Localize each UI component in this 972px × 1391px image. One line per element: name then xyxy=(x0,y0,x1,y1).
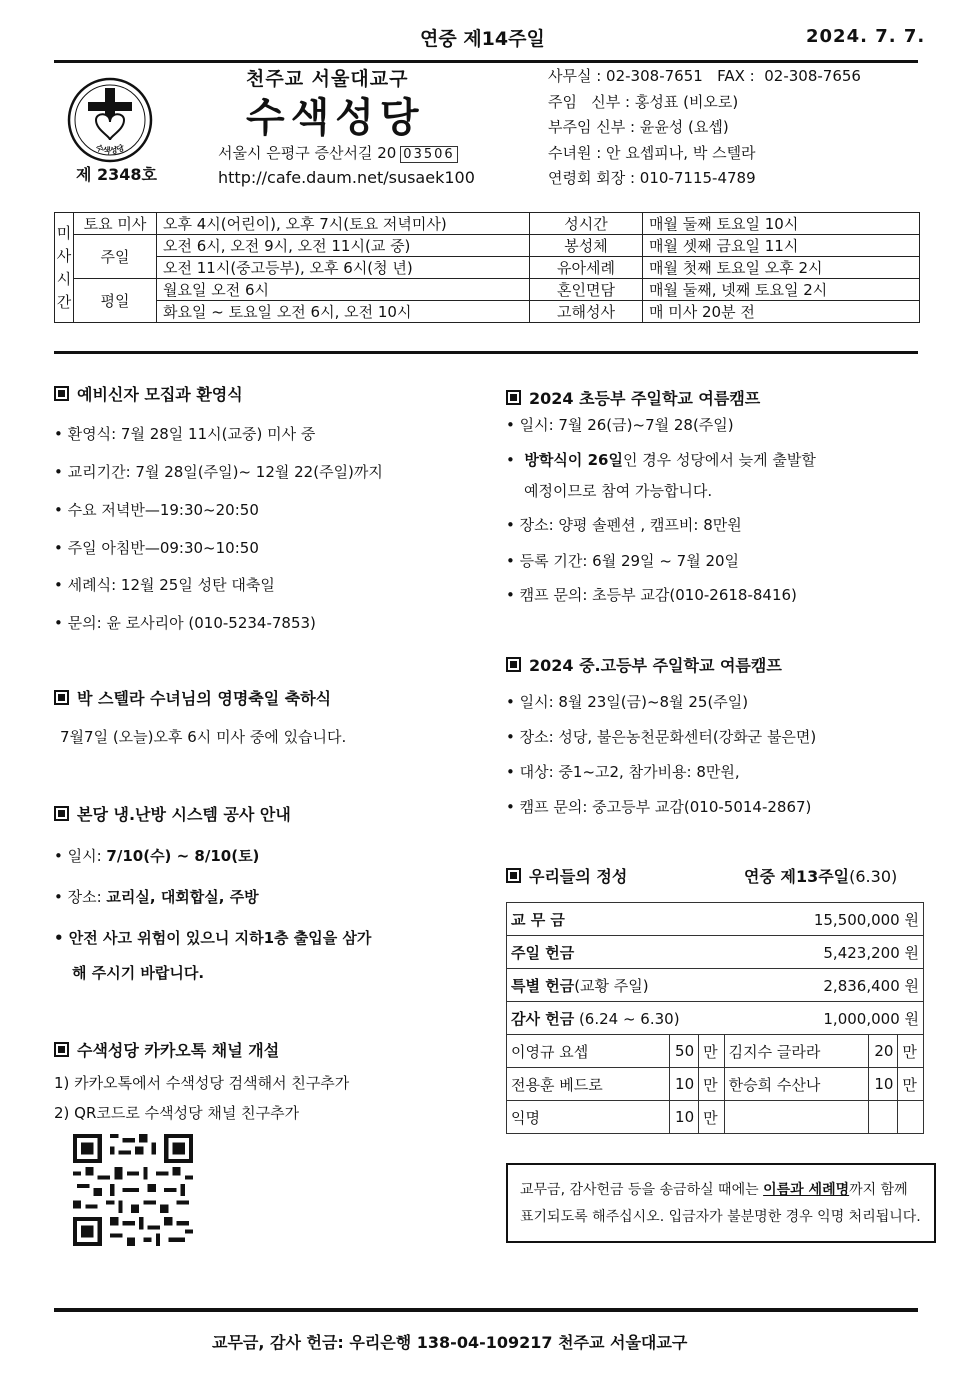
offering-amount: 15,500,000 원 xyxy=(724,903,923,936)
camp-place: • 장소: 성당, 불은농천문화센터(강화군 불은면) xyxy=(506,728,817,746)
camp-target: • 대상: 중1~고2, 참가비용: 8만원, xyxy=(506,763,740,781)
offering-amount: 2,836,400 원 xyxy=(724,969,923,1002)
header-divider xyxy=(54,60,918,63)
feast-title: 박 스텔라 수녀님의 영명축일 축하식 xyxy=(54,686,331,709)
schedule-time: 오후 4시(어린이), 오후 7시(토요 저녁미사) xyxy=(157,213,530,235)
qr-code-icon[interactable] xyxy=(72,1134,194,1246)
offering-row: 특별 헌금(교황 주일) 2,836,400 원 xyxy=(507,969,924,1002)
schedule-event: 성시간 xyxy=(530,213,643,235)
square-bullet-icon xyxy=(506,868,521,883)
list-item: • 세례식: 12월 25일 성탄 대축일 xyxy=(54,576,275,594)
list-item: • 교리기간: 7월 28일(주일)~ 12월 22(주일)까지 xyxy=(54,463,383,481)
donor-row: 이영규 요셉 50 만 김지수 글라라 20 만 xyxy=(507,1035,924,1068)
offering-row: 교 무 금 15,500,000 원 xyxy=(507,903,924,936)
schedule-when: 매월 셋째 금요일 11시 xyxy=(643,235,920,257)
mass-time-label: 미 사 시 간 xyxy=(55,213,74,323)
cafe-link[interactable]: http://cafe.daum.net/susaek100 xyxy=(218,168,475,187)
camp-notice-cont: 예정이므로 참여 가능합니다. xyxy=(524,482,713,500)
construction-place: • 장소: 교리실, 대회합실, 주방 xyxy=(54,888,259,906)
schedule-time: 화요일 ~ 토요일 오전 6시, 오전 10시 xyxy=(157,301,530,323)
secondary-camp-title: 2024 중.고등부 주일학교 여름캠프 xyxy=(506,653,782,676)
camp-contact: • 캠프 문의: 초등부 교감(010-2618-8416) xyxy=(506,586,797,604)
office-phone: 사무실 : 02-308-7651 FAX : 02-308-7656 xyxy=(548,67,861,85)
camp-contact: • 캠프 문의: 중고등부 교감(010-5014-2867) xyxy=(506,798,812,816)
diocese-name: 천주교 서울대교구 xyxy=(246,68,409,90)
offerings-week: 연중 제13주일(6.30) xyxy=(744,867,898,886)
square-bullet-icon xyxy=(506,657,521,672)
offering-row: 감사 헌금 (6.24 ~ 6.30) 1,000,000 원 xyxy=(507,1002,924,1035)
list-item: • 주일 아침반—09:30~10:50 xyxy=(54,539,259,557)
camp-register: • 등록 기간: 6월 29일 ~ 7월 20일 xyxy=(506,552,740,570)
assistant-pastor: 부주임 신부 : 윤윤성 (요셉) xyxy=(548,118,729,136)
donor-row: 전용훈 베드로 10 만 한승희 수산나 10 만 xyxy=(507,1068,924,1101)
list-item: • 수요 저녁반—19:30~20:50 xyxy=(54,501,259,519)
schedule-day: 토요 미사 xyxy=(74,213,157,235)
camp-place: • 장소: 양평 솔펜션 , 캠프비: 8만원 xyxy=(506,516,742,534)
offering-amount: 1,000,000 원 xyxy=(724,1002,923,1035)
square-bullet-icon xyxy=(506,390,521,405)
pastor: 주임 신부 : 홍성표 (비오로) xyxy=(548,92,739,111)
kakao-step: 2) QR코드로 수색성당 채널 친구추가 xyxy=(54,1104,300,1122)
offerings-title: 우리들의 정성 xyxy=(506,864,627,887)
schedule-day: 주일 xyxy=(74,235,157,279)
kakao-title: 수색성당 카카오톡 채널 개설 xyxy=(54,1038,279,1061)
schedule-event: 혼인면담 xyxy=(530,279,643,301)
issue-number: 제 2348호 xyxy=(76,165,158,184)
donor-row: 익명 10 만 xyxy=(507,1101,924,1134)
square-bullet-icon xyxy=(54,806,69,821)
construction-title: 본당 냉.난방 시스템 공사 안내 xyxy=(54,802,291,825)
construction-date: • 일시: 7/10(수) ~ 8/10(토) xyxy=(54,847,260,865)
catechumen-title: 예비신자 모집과 환영식 xyxy=(54,382,243,405)
feast-text: 7월7일 (오늘)오후 6시 미사 중에 있습니다. xyxy=(60,728,347,746)
schedule-event: 봉성체 xyxy=(530,235,643,257)
offerings-table xyxy=(506,902,924,1134)
church-address xyxy=(218,142,458,163)
camp-notice: • 방학식이 26일인 경우 성당에서 늦게 출발할 xyxy=(506,451,816,469)
schedule-event: 고해성사 xyxy=(530,301,643,323)
church-name: 수색성당 xyxy=(246,95,425,141)
remittance-note: 교무금, 감사헌금 등을 송금하실 때에는 이름과 세례명까지 함께 표기되도록 해주십시오. 입금자가 불분명한 경우 익명 처리됩니다. xyxy=(506,1163,936,1243)
square-bullet-icon xyxy=(54,690,69,705)
logo-text: 수색성당 xyxy=(94,143,126,156)
construction-warning: • 안전 사고 위험이 있으니 지하1층 출입을 삼가 xyxy=(54,929,372,947)
kakao-step: 1) 카카오톡에서 수색성당 검색해서 친구추가 xyxy=(54,1074,350,1092)
schedule-when: 매월 둘째 토요일 10시 xyxy=(643,213,920,235)
camp-date: • 일시: 7월 26(금)~7월 28(주일) xyxy=(506,416,734,434)
square-bullet-icon xyxy=(54,386,69,401)
schedule-time: 월요일 오전 6시 xyxy=(157,279,530,301)
schedule-when: 매월 둘째, 넷째 토요일 2시 xyxy=(643,279,920,301)
offering-amount: 5,423,200 원 xyxy=(724,936,923,969)
square-bullet-icon xyxy=(54,1042,69,1057)
postal-code: 03506 xyxy=(400,146,457,163)
schedule-event: 유아세례 xyxy=(530,257,643,279)
schedule-day: 평일 xyxy=(74,279,157,323)
funeral-society: 연령회 회장 : 010-7115-4789 xyxy=(548,169,756,187)
church-logo-icon xyxy=(66,76,154,164)
contact-info xyxy=(548,64,861,192)
footer-bank-account: 교무금, 감사 헌금: 우리은행 138-04-109217 천주교 서울대교구 xyxy=(212,1333,688,1352)
footer-divider xyxy=(54,1308,918,1312)
mass-schedule-table xyxy=(54,212,920,323)
construction-warning-cont: 해 주시기 바랍니다. xyxy=(72,964,205,982)
camp-date: • 일시: 8월 23일(금)~8월 25(주일) xyxy=(506,693,749,711)
list-item: • 문의: 윤 로사리아 (010-5234-7853) xyxy=(54,614,316,632)
schedule-when: 매 미사 20분 전 xyxy=(643,301,920,323)
schedule-divider xyxy=(54,351,918,354)
address-text: 서울시 은평구 증산서길 20 xyxy=(218,144,397,162)
schedule-time: 오전 11시(중고등부), 오후 6시(청 년) xyxy=(157,257,530,279)
bulletin-date: 2024. 7. 7. xyxy=(806,26,926,47)
convent: 수녀원 : 안 요셉피나, 박 스텔라 xyxy=(548,143,756,162)
offering-row: 주일 헌금 5,423,200 원 xyxy=(507,936,924,969)
schedule-when: 매월 첫째 토요일 오후 2시 xyxy=(643,257,920,279)
schedule-time: 오전 6시, 오전 9시, 오전 11시(교 중) xyxy=(157,235,530,257)
elementary-camp-title: 2024 초등부 주일학교 여름캠프 xyxy=(506,386,760,409)
list-item: • 환영식: 7월 28일 11시(교중) 미사 중 xyxy=(54,425,316,443)
bulletin-week: 연중 제14주일 xyxy=(420,28,545,50)
